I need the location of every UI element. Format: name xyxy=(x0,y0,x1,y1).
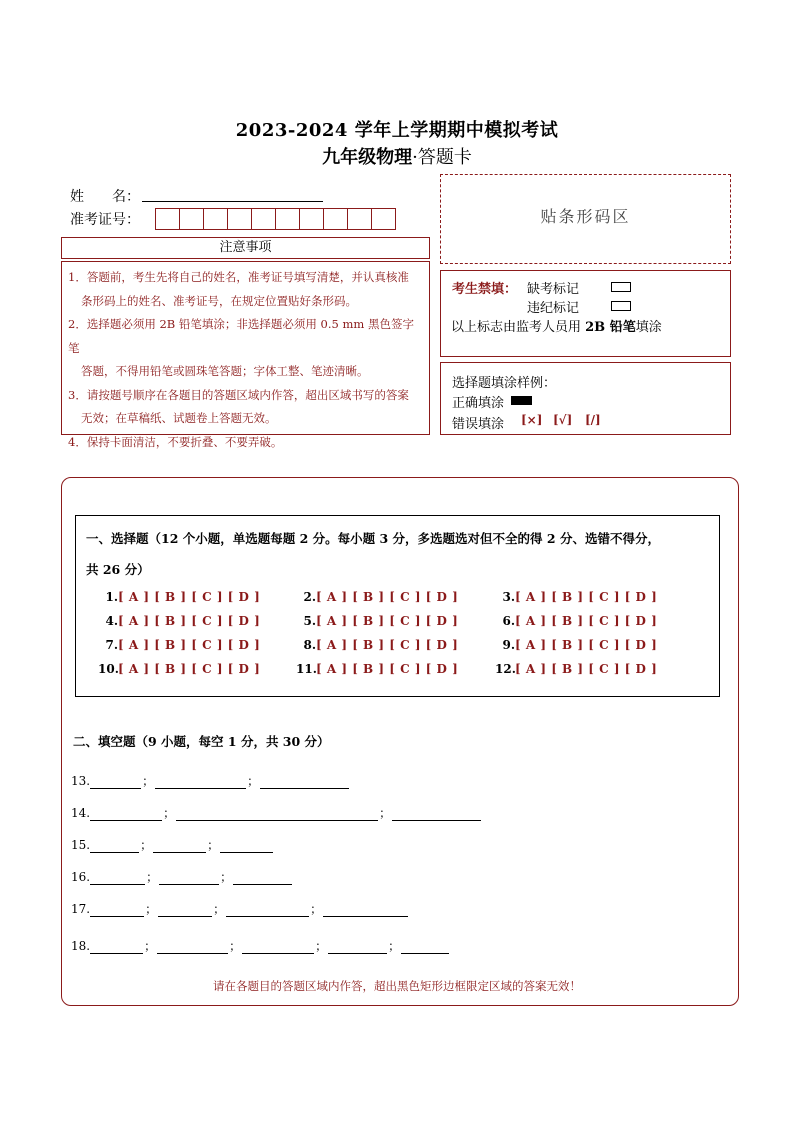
mc-question[interactable]: 11.[ A ] [ B ] [ C ] [ D ] xyxy=(296,662,459,676)
answer-blank[interactable] xyxy=(392,808,481,821)
exam-id-box[interactable] xyxy=(227,208,252,230)
mc-question[interactable]: 2.[ A ] [ B ] [ C ] [ D ] xyxy=(303,590,459,604)
answer-blank[interactable] xyxy=(90,904,144,917)
answer-card-label: 答题卡 xyxy=(417,147,472,168)
violation-mark-box[interactable] xyxy=(611,301,631,311)
mc-question[interactable]: 7.[ A ] [ B ] [ C ] [ D ] xyxy=(105,638,261,652)
subject-label: 九年级物理 xyxy=(322,147,413,168)
subtitle-separator: · xyxy=(412,147,418,168)
mc-question[interactable]: 3.[ A ] [ B ] [ C ] [ D ] xyxy=(502,590,658,604)
exam-id-box[interactable] xyxy=(179,208,204,230)
answer-blank[interactable] xyxy=(90,776,141,789)
notice-item-cont: 条形码上的姓名、准考证号，在规定位置贴好条形码。 xyxy=(81,293,357,308)
fill-question-14: 14. ； ； xyxy=(71,804,481,821)
notice-title: 注意事项 xyxy=(61,237,430,259)
answer-blank[interactable] xyxy=(226,904,309,917)
fill-question-18: 18. ； ； ； ； xyxy=(71,937,449,954)
mc-question[interactable]: 12.[ A ] [ B ] [ C ] [ D ] xyxy=(495,662,658,676)
answer-blank[interactable] xyxy=(157,941,228,954)
fill-question-15: 15. ； ； xyxy=(71,836,273,853)
absent-mark-box[interactable] xyxy=(611,282,631,292)
answer-blank[interactable] xyxy=(90,840,139,853)
mc-question[interactable]: 1.[ A ] [ B ] [ C ] [ D ] xyxy=(105,590,261,604)
section1-title: 一、选择题（12 个小题，单选题每题 2 分。每小题 3 分，多选题选对但不全的得 2 分、选错不得分， xyxy=(86,531,660,546)
wrong-fill-mark: [/] xyxy=(585,413,601,427)
answer-blank[interactable] xyxy=(90,872,145,885)
fill-question-16: 16. ； ； xyxy=(71,868,292,885)
answer-blank[interactable] xyxy=(176,808,378,821)
exam-id-box[interactable] xyxy=(299,208,324,230)
answer-blank[interactable] xyxy=(323,904,408,917)
notice-box xyxy=(61,261,430,449)
proctor-only-label: 考生禁填： xyxy=(452,282,518,297)
answer-blank[interactable] xyxy=(260,776,349,789)
proctor-note: 以上标志由监考人员用 2B 铅笔填涂 xyxy=(451,320,662,335)
violation-mark-label: 违纪标记 xyxy=(527,301,580,316)
exam-id-box[interactable] xyxy=(155,208,180,230)
notice-item: 1．答题前，考生先将自己的姓名，准考证号填写清楚，并认真核准 xyxy=(68,270,409,284)
exam-id-box[interactable] xyxy=(347,208,372,230)
exam-id-box[interactable] xyxy=(323,208,348,230)
exam-title: 2023-2024 学年上学期期中模拟考试 xyxy=(235,120,559,141)
wrong-fill-mark: [√] xyxy=(553,413,573,427)
name-field[interactable] xyxy=(142,201,323,202)
exam-id-boxes xyxy=(155,208,395,230)
wrong-fill-mark: [×] xyxy=(521,413,543,427)
section1-title-cont: 共 26 分） xyxy=(86,562,150,577)
exam-marks-box xyxy=(440,270,731,357)
fill-question-17: 17. ； ； ； xyxy=(71,900,408,917)
correct-fill-label: 正确填涂 xyxy=(452,396,505,411)
mc-question[interactable]: 4.[ A ] [ B ] [ C ] [ D ] xyxy=(105,614,261,628)
exam-id-box[interactable] xyxy=(371,208,396,230)
wrong-fill-label: 错误填涂 xyxy=(452,417,505,432)
fill-question-13: 13. ； ； xyxy=(71,772,349,789)
answer-blank[interactable] xyxy=(158,904,212,917)
notice-item: 4．保持卡面清洁，不要折叠、不要弄破。 xyxy=(68,434,283,449)
name-label: 姓 名： xyxy=(70,189,140,205)
answer-blank[interactable] xyxy=(155,776,246,789)
mc-question[interactable]: 5.[ A ] [ B ] [ C ] [ D ] xyxy=(303,614,459,628)
mc-question[interactable]: 9.[ A ] [ B ] [ C ] [ D ] xyxy=(502,638,658,652)
fill-sample-title: 选择题填涂样例： xyxy=(452,376,557,391)
answer-blank[interactable] xyxy=(220,840,273,853)
correct-fill-mark xyxy=(511,396,532,405)
answer-blank[interactable] xyxy=(159,872,219,885)
answer-blank[interactable] xyxy=(153,840,206,853)
mc-question[interactable]: 8.[ A ] [ B ] [ C ] [ D ] xyxy=(303,638,459,652)
multiple-choice-box xyxy=(75,515,720,697)
absent-mark-label: 缺考标记 xyxy=(527,282,580,297)
exam-id-box[interactable] xyxy=(275,208,300,230)
mc-question[interactable]: 10.[ A ] [ B ] [ C ] [ D ] xyxy=(98,662,261,676)
exam-id-label: 准考证号： xyxy=(70,212,140,228)
card-subtitle xyxy=(0,143,794,169)
barcode-area: 贴条形码区 xyxy=(440,174,731,264)
mc-question[interactable]: 6.[ A ] [ B ] [ C ] [ D ] xyxy=(502,614,658,628)
notice-item: 2．选择题必须用 2B 铅笔填涂；非选择题必须用 0.5 mm 黑色签字笔 xyxy=(68,317,414,355)
notice-item: 3．请按题号顺序在各题目的答题区域内作答，超出区域书写的答案 xyxy=(68,387,409,402)
notice-item-cont: 答题，不得用铅笔或圆珠笔答题；字体工整、笔迹清晰。 xyxy=(81,364,369,378)
answer-blank[interactable] xyxy=(90,941,143,954)
answer-blank[interactable] xyxy=(242,941,314,954)
section2-title: 二、填空题（9 小题，每空 1 分，共 30 分） xyxy=(73,734,330,749)
answer-blank[interactable] xyxy=(328,941,387,954)
exam-id-box[interactable] xyxy=(203,208,228,230)
answer-blank[interactable] xyxy=(233,872,292,885)
notice-item-cont: 无效；在草稿纸、试题卷上答题无效。 xyxy=(81,411,277,425)
answer-blank[interactable] xyxy=(401,941,449,954)
answer-blank[interactable] xyxy=(90,808,162,821)
exam-id-box[interactable] xyxy=(251,208,276,230)
fill-sample-box xyxy=(440,362,731,435)
footer-warning: 请在各题目的答题区域内作答，超出黑色矩形边框限定区域的答案无效！ xyxy=(213,979,581,993)
